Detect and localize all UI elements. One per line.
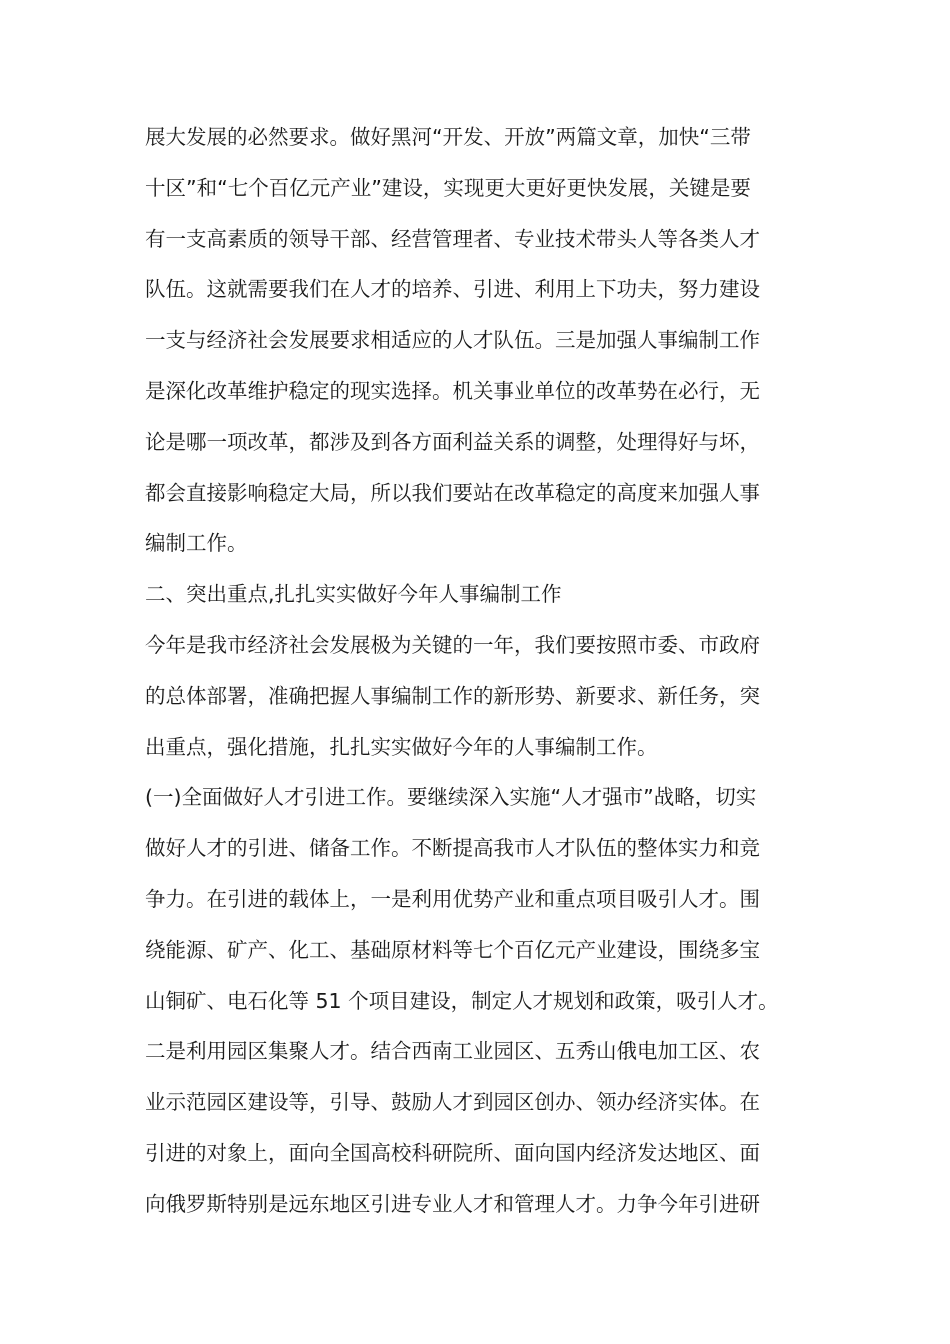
text-line: 引进的对象上，面向全国高校科研院所、面向国内经济发达地区、面: [145, 1140, 760, 1165]
body-text: [145, 112, 815, 1230]
text-line: 十区”和“七个百亿元产业”建设，实现更大更好更快发展，关键是要: [145, 175, 751, 200]
text-line: (一)全面做好人才引进工作。要继续深入实施“人才强市”战略，切实: [145, 785, 757, 810]
text-line: 的总体部署，准确把握人事编制工作的新形势、新要求、新任务，突: [145, 683, 760, 708]
text-line: 做好人才的引进、储备工作。不断提高我市人才队伍的整体实力和竞: [145, 836, 760, 861]
text-line: 争力。在引进的载体上，一是利用优势产业和重点项目吸引人才。围: [145, 886, 760, 911]
text-line: 展大发展的必然要求。做好黑河“开发、开放”两篇文章，加快“三带: [145, 125, 751, 149]
text-line: 论是哪一项改革，都涉及到各方面利益关系的调整，处理得好与坏，: [145, 429, 760, 454]
text-line: 绕能源、矿产、化工、基础原材料等七个百亿元产业建设，围绕多宝: [145, 937, 760, 962]
text-line: 业示范园区建设等，引导、鼓励人才到园区创办、领办经济实体。在: [145, 1090, 760, 1115]
text-line: 都会直接影响稳定大局，所以我们要站在改革稳定的高度来加强人事: [145, 480, 760, 505]
text-line: 编制工作。: [145, 531, 248, 556]
text-line: 队伍。这就需要我们在人才的培养、引进、利用上下功夫，努力建设: [145, 277, 760, 302]
text-line: 今年是我市经济社会发展极为关键的一年，我们要按照市委、市政府: [145, 632, 760, 657]
text-line: 山铜矿、电石化等 51 个项目建设，制定人才规划和政策，吸引人才。: [145, 988, 779, 1013]
section-heading: 二、突出重点,扎扎实实做好今年人事编制工作: [145, 582, 562, 607]
text-line: 一支与经济社会发展要求相适应的人才队伍。三是加强人事编制工作: [145, 328, 760, 353]
text-line: 出重点，强化措施，扎扎实实做好今年的人事编制工作。: [145, 734, 658, 759]
text-line: 二是利用园区集聚人才。结合西南工业园区、五秀山俄电加工区、农: [145, 1039, 760, 1064]
text-line: 有一支高素质的领导干部、经营管理者、专业技术带头人等各类人才: [145, 226, 760, 251]
text-line: 是深化改革维护稳定的现实选择。机关事业单位的改革势在必行，无: [145, 378, 760, 403]
text-line: 向俄罗斯特别是远东地区引进专业人才和管理人才。力争今年引进研: [145, 1191, 760, 1216]
